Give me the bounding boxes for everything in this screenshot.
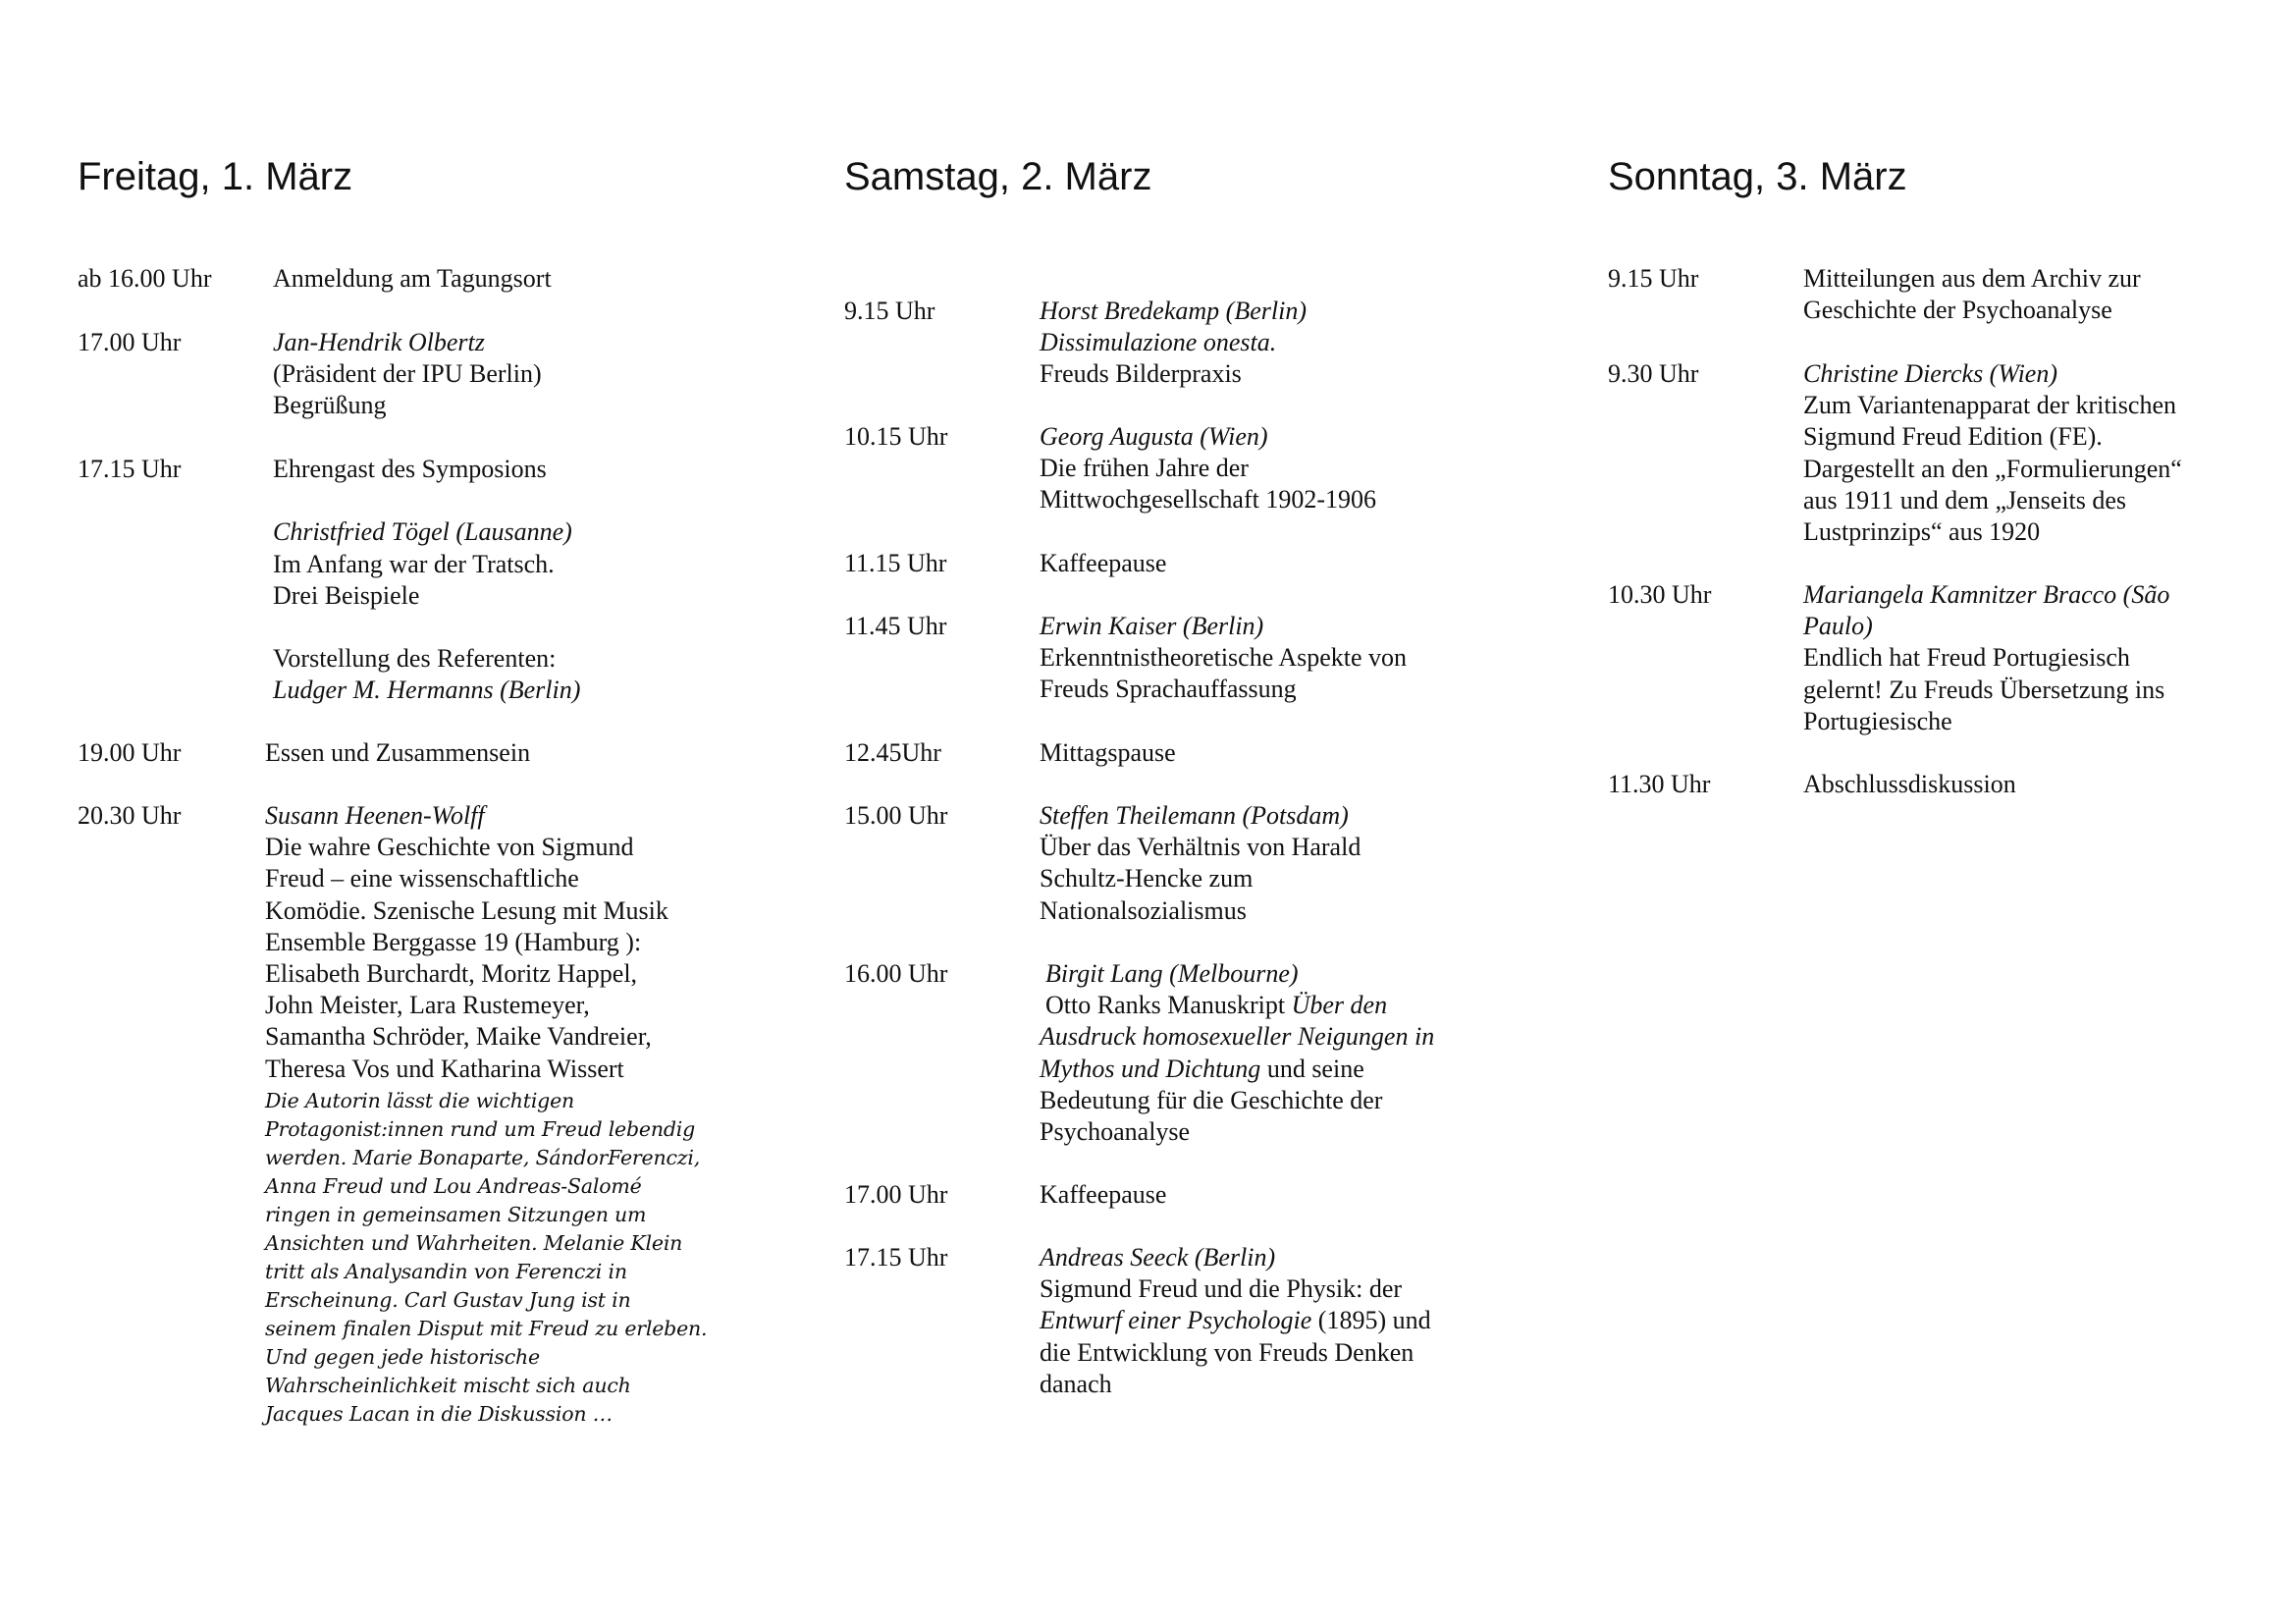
entry-content [1040,737,1176,769]
speaker-name: Ludger M. Hermanns (Berlin) [273,676,581,705]
entry-time: 17.00 Uhr [844,1180,948,1209]
entry-title: Ehrengast des Symposions [273,455,547,483]
speaker-name: Georg Augusta (Wien) [1040,422,1268,451]
talk-title: Mitteilungen aus dem Archiv zur [1803,264,2141,293]
talk-title: Nationalsozialismus [1040,895,1247,925]
entry-title: Kaffeepause [1040,1180,1167,1209]
ensemble-name: Ensemble Berggasse 19 (Hamburg ): [265,927,642,956]
entry-time: 11.15 Uhr [844,549,947,577]
description-line: tritt als Analysandin von Ferenczi in [265,1259,627,1283]
talk-title: Freuds Sprachauffassung [1040,675,1297,704]
talk-title: Geschichte der Psychoanalyse [1803,296,2112,325]
cast-list: John Meister, Lara Rustemeyer, [265,991,590,1020]
entry-time: 11.30 Uhr [1608,770,1711,798]
entry-content [1040,421,1376,516]
talk-title: Endlich hat Freud Portugiesisch [1803,643,2130,673]
speaker-name: Christine Diercks (Wien) [1803,359,2057,388]
description-line: Ansichten und Wahrheiten. Melanie Klein [265,1230,683,1255]
entry-content [1803,769,2016,800]
talk-title: gelernt! Zu Freuds Übersetzung ins [1803,675,2165,704]
entry-time: 9.30 Uhr [1608,359,1699,388]
day-title: Samstag, 2. März [844,155,1152,198]
entry-time: 10.30 Uhr [1608,580,1712,609]
entry-content [1803,579,2169,737]
cast-list: Samantha Schröder, Maike Vandreier, [265,1022,652,1052]
entry-title: Mittagspause [1040,738,1176,767]
talk-title: Bedeutung für die Geschichte der [1040,1085,1383,1114]
entry-content [265,737,530,769]
talk-title [1040,1054,1434,1085]
entry-content [1040,1179,1166,1211]
speaker-name: Christfried Tögel (Lausanne) [273,517,572,547]
entry-content [1040,958,1434,1148]
entry-time: 16.00 Uhr [844,959,948,988]
talk-title: Lustprinzips“ aus 1920 [1803,517,2041,547]
description-line: Jacques Lacan in die Diskussion … [265,1401,613,1426]
entry-content [273,327,542,422]
description-line: ringen in gemeinsamen Sitzungen um [265,1202,647,1226]
entry-time: 20.30 Uhr [78,801,182,830]
play-description [265,1087,707,1429]
description-line: Und gegen jede historische [265,1344,540,1369]
talk-title: Mittwochgesellschaft 1902-1906 [1040,485,1376,514]
description-line: seinem finalen Disput mit Freud zu erleben. [265,1316,708,1340]
description-line: Die Autorin lässt die wichtigen [265,1088,575,1112]
description-line: Erscheinung. Carl Gustav Jung ist in [265,1287,631,1312]
talk-title: Ausdruck homosexueller Neigungen in [1040,1022,1435,1052]
speaker-name: Susann Heenen-Wolff [265,801,485,830]
talk-title-part: Otto Ranks Manuskript [1045,991,1292,1020]
talk-title: Die wahre Geschichte von Sigmund [265,833,634,862]
entry-content [265,800,707,1429]
talk-title: die Entwicklung von Freuds Denken [1040,1337,1415,1367]
talk-title-part: Entwurf einer Psychologie [1040,1306,1312,1335]
description-line: Wahrscheinlichkeit mischt sich auch [265,1373,631,1397]
speaker-name: Mariangela Kamnitzer Bracco (São [1803,580,2170,609]
talk-title: Psychoanalyse [1040,1117,1191,1147]
entry-time: 17.00 Uhr [78,328,182,356]
entry-time: 15.00 Uhr [844,801,948,830]
talk-title: Freuds Bilderpraxis [1040,359,1242,389]
talk-title: Schultz-Hencke zum [1040,864,1254,893]
cast-list: Theresa Vos und Katharina Wissert [265,1054,624,1083]
speaker-name: Steffen Theilemann (Potsdam) [1040,801,1349,830]
entry-content [273,263,552,295]
entry-title: Abschlussdiskussion [1803,770,2016,798]
talk-title [1045,990,1434,1021]
description-line: Anna Freud und Lou Andreas-Salomé [265,1173,642,1198]
talk-title: Die frühen Jahre der [1040,454,1249,483]
entry-content [1040,296,1307,391]
talk-title: Portugiesische [1803,706,1952,735]
entry-title: Kaffeepause [1040,549,1167,577]
talk-title: danach [1040,1369,1112,1398]
talk-title-part: (1895) und [1311,1306,1431,1335]
entry-title: Essen und Zusammensein [265,738,531,767]
talk-title [1040,1305,1431,1336]
introduction-label: Vorstellung des Referenten: [273,644,557,674]
entry-content [1040,548,1166,579]
speaker-name: Jan-Hendrik Olbertz [273,328,485,356]
speaker-role: (Präsident der IPU Berlin) [273,359,542,389]
day-title: Freitag, 1. März [78,155,353,198]
talk-title: Dissimulazione onesta. [1040,328,1277,357]
entry-title: Anmeldung am Tagungsort [273,264,552,293]
speaker-name: Paulo) [1803,612,1873,641]
talk-title-part: und seine [1260,1054,1364,1083]
talk-title: Sigmund Freud Edition (FE). [1803,422,2103,452]
speaker-name: Horst Bredekamp (Berlin) [1040,297,1307,325]
description-line: werden. Marie Bonaparte, SándorFerenczi, [265,1145,701,1169]
entry-time: 9.15 Uhr [1608,264,1699,293]
talk-title-part: Mythos und Dichtung [1040,1054,1261,1083]
entry-time: 12.45Uhr [844,738,941,767]
talk-title: Drei Beispiele [273,580,420,610]
talk-title: Erkenntnistheoretische Aspekte von [1040,643,1408,673]
talk-title: Zum Variantenapparat der kritischen [1803,391,2176,420]
entry-time: 17.15 Uhr [844,1243,948,1272]
entry-content [1040,611,1407,706]
entry-content [1040,800,1361,927]
description-line: Protagonist:innen rund um Freud lebendig [265,1116,696,1141]
entry-content [1803,358,2182,548]
speaker-name: Birgit Lang (Melbourne) [1045,959,1299,988]
talk-title: Sigmund Freud und die Physik: der [1040,1274,1403,1304]
speaker-name: Erwin Kaiser (Berlin) [1040,612,1264,640]
entry-time: 9.15 Uhr [844,297,935,325]
talk-title-part: Über den [1291,991,1388,1020]
cast-list: Elisabeth Burchardt, Moritz Happel, [265,959,638,989]
entry-content [1803,263,2141,326]
talk-title: Dargestellt an den „Formulierungen“ [1803,454,2182,483]
entry-time: 17.15 Uhr [78,455,182,483]
talk-title: Im Anfang war der Tratsch. [273,549,555,578]
speaker-name: Andreas Seeck (Berlin) [1040,1243,1276,1272]
entry-content [273,454,580,707]
entry-time: ab 16.00 Uhr [78,264,212,293]
talk-title: aus 1911 und dem „Jenseits des [1803,485,2127,514]
talk-title: Freud – eine wissenschaftliche [265,864,579,893]
day-title: Sonntag, 3. März [1608,155,1907,198]
entry-title: Begrüßung [273,391,387,420]
entry-time: 11.45 Uhr [844,612,947,640]
talk-title: Über das Verhältnis von Harald [1040,833,1362,862]
entry-time: 19.00 Uhr [78,738,182,767]
entry-content [1040,1242,1431,1400]
entry-time: 10.15 Uhr [844,422,948,451]
talk-title: Komödie. Szenische Lesung mit Musik [265,895,668,925]
